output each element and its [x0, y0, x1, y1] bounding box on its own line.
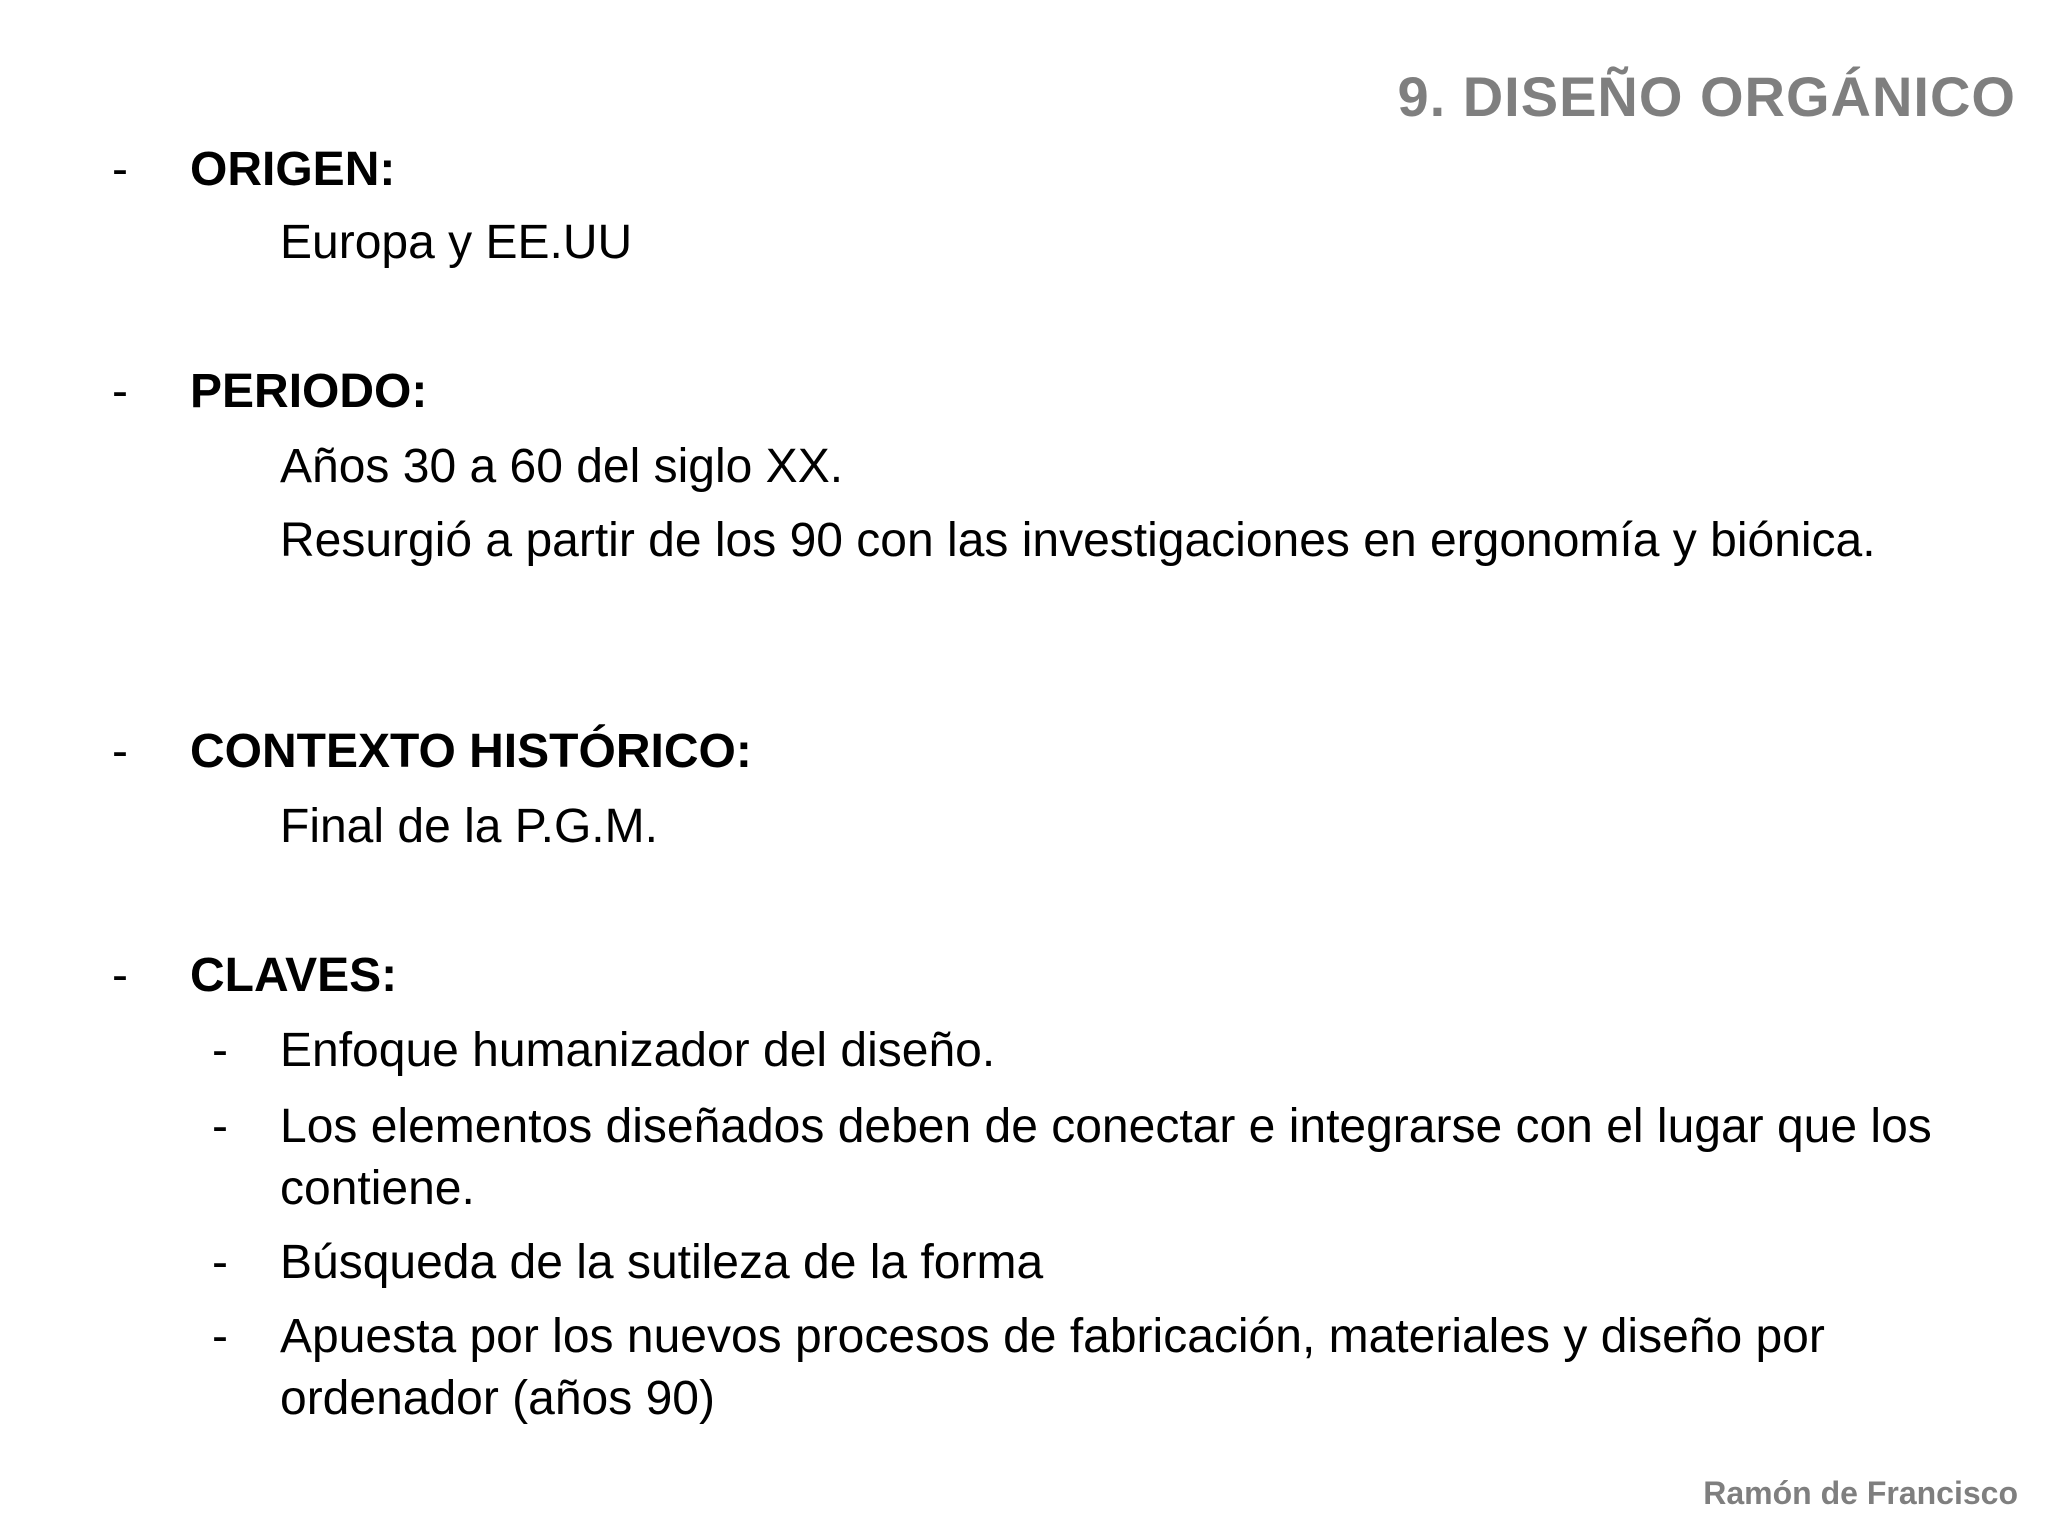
author-footer: Ramón de Francisco — [1703, 1475, 2018, 1511]
sub-bullet-dash: - — [212, 1024, 228, 1077]
section-heading-contexto: CONTEXTO HISTÓRICO: — [190, 725, 752, 778]
periodo-line: Resurgió a partir de los 90 con las investigaciones en ergonomía y biónica. — [280, 514, 1876, 567]
periodo-line: Años 30 a 60 del siglo XX. — [280, 440, 844, 493]
bullet-dash: - — [112, 725, 128, 778]
sub-bullet-dash: - — [212, 1310, 228, 1363]
claves-item: Enfoque humanizador del diseño. — [280, 1024, 996, 1077]
claves-item: Apuesta por los nuevos procesos de fabricación, materiales y diseño por ordenador (años 90) — [280, 1310, 1825, 1425]
slide-title: 9. DISEÑO ORGÁNICO — [1397, 65, 2016, 128]
bullet-dash: - — [112, 143, 128, 196]
claves-item: Búsqueda de la sutileza de la forma — [280, 1236, 1044, 1289]
sub-bullet-dash: - — [212, 1236, 228, 1289]
section-heading-claves: CLAVES: — [190, 949, 398, 1002]
claves-item: Los elementos diseñados deben de conectar e integrarse con el lugar que los contiene. — [280, 1100, 1932, 1215]
contexto-line: Final de la P.G.M. — [280, 800, 658, 853]
section-heading-origen: ORIGEN: — [190, 143, 396, 196]
section-heading-periodo: PERIODO: — [190, 365, 428, 418]
bullet-dash: - — [112, 949, 128, 1002]
origen-line: Europa y EE.UU — [280, 216, 633, 269]
bullet-dash: - — [112, 365, 128, 418]
sub-bullet-dash: - — [212, 1100, 228, 1153]
